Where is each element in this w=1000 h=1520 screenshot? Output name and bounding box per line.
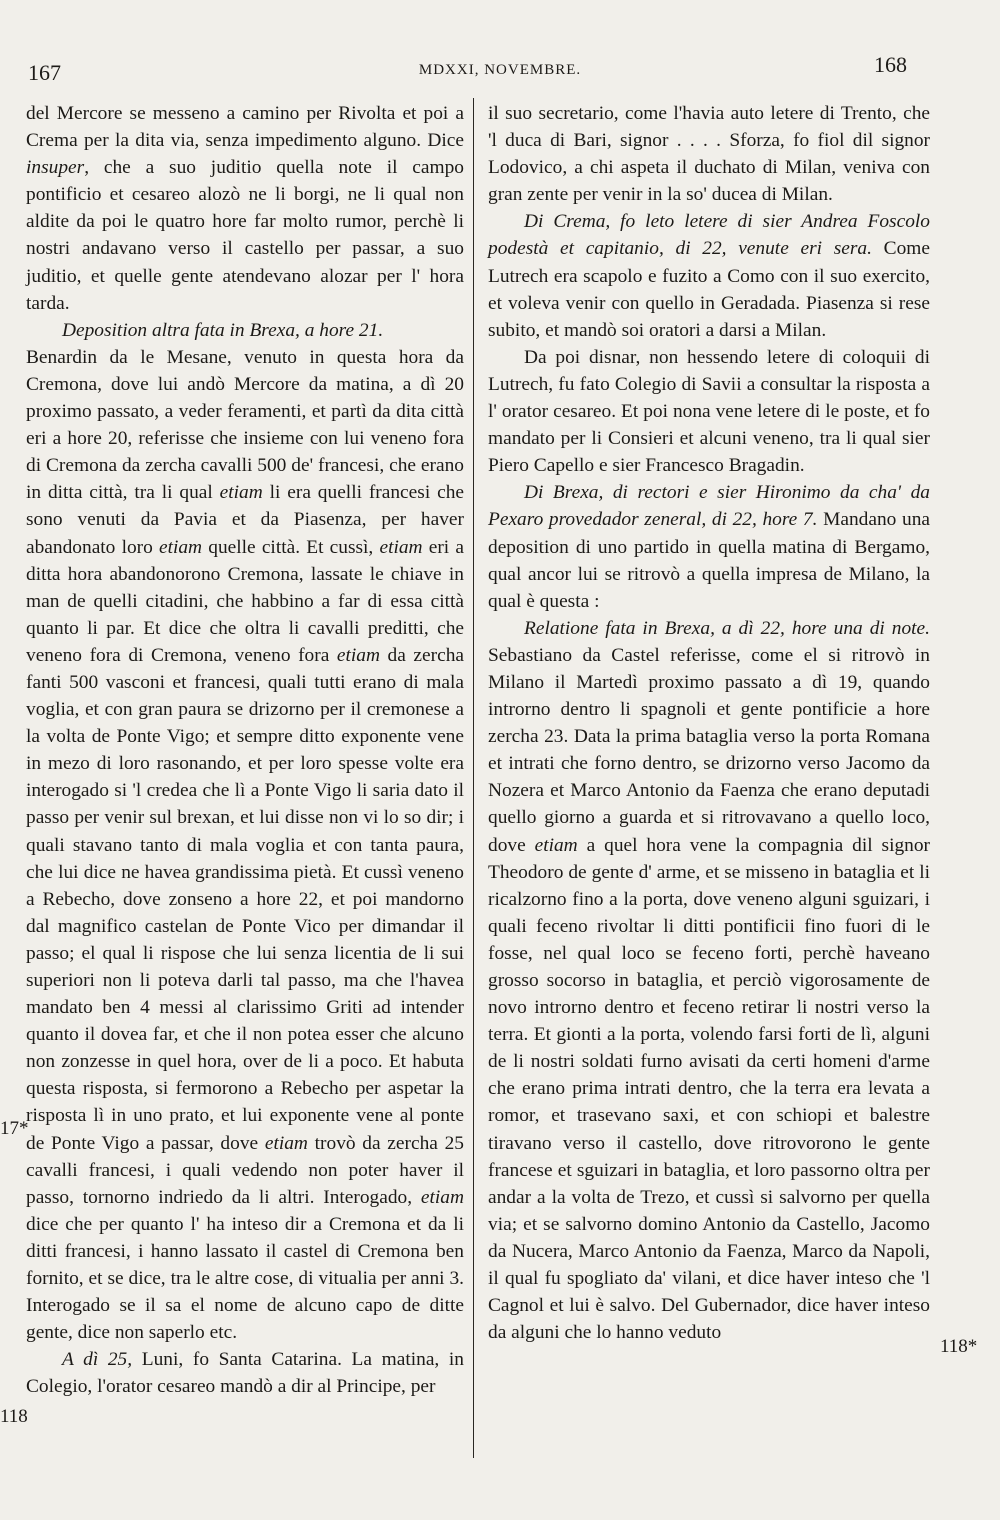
left-para-4: A dì 25, Luni, fo Santa Catarina. La matina, in Colegio, l'orator cesareo mandò a dir al Principe, per: [26, 1349, 464, 1398]
left-para-1: del Mercore se messeno a camino per Rivolta et poi a Crema per la dita via, senza impedimento alguno. Dice insuper, che a suo juditio quella note il campo pontificio et cesareo alozò ne li borgi, ne li qual non aldite da poi le quatro hore far molto rumor, perchè li nostri andavano verso il castello per passar, a suo juditio, et quelle gente atendevano alozar per l' hora tarda.: [26, 103, 464, 314]
left-page-number: 167: [28, 60, 61, 85]
right-column: [488, 100, 930, 1346]
margin-note-17: 17*: [0, 1118, 29, 1139]
right-para-1: il suo secretario, come l'havia auto letere di Trento, che 'l duca di Bari, signor . . . . Sforza, fo fiol dil signor Lodovico, a chi aspeta il duchato di Milan, veniva con gran zente per venir in la so' ducea di Milan.: [488, 103, 930, 206]
right-para-2: Di Crema, fo leto letere di sier Andrea Foscolo podestà et capitanio, di 22, venute eri sera. Come Lutrech era scapolo e fuzito a Como con il suo exercito, et voleva venir con quello in Geradada. Piasenza si rese subito, et mandò soi oratori a darsi a Milan.: [488, 211, 930, 341]
right-page-number: 168: [874, 52, 907, 77]
left-para-2: Deposition altra fata in Brexa, a hore 21.: [62, 319, 384, 341]
column-divider: [473, 98, 474, 1458]
margin-note-118-right: 118*: [940, 1336, 978, 1357]
right-para-4: Di Brexa, di rectori e sier Hironimo da cha' da Pexaro provedador zeneral, di 22, hore 7. Mandano una deposition di uno partido in quella matina di Bergamo, qual ancor lui se ritrovò a quella impresa de Milano, la qual è questa :: [488, 482, 930, 612]
left-para-3: Benardin da le Mesane, venuto in questa hora da Cremona, dove lui andò Mercore da matina, a dì 20 proximo passato, a veder feramenti, et partì da dita città eri a hore 20, referisse che insieme con lui veneno fora di Cremona da zercha cavalli 500 de' francesi, che erano in ditta città, tra li qual etiam li era quelli francesi che sono venuti da Pavia et da Piasenza, per haver abandonato loro etiam quelle città. Et cussì, etiam eri a ditta hora abandonorono Cremona, lassate le chiave in man de quelli citadini, che habbino a far di essa città quanto li par. Et dice che oltra li cavalli preditti, che veneno fora di Cremona, veneno fora etiam da zercha fanti 500 vasconi et francesi, quali tutti erano di mala voglia, et con gran paura se drizorno per il cremonese a la volta de Ponte Vigo; et sempre ditto exponente vene in mezo di loro rasonando, et per loro spesse volte era interogado si 'l credea che lì a Ponte Vigo li saria dato il passo per venir sul brexan, et lui disse non vi lo so dir; i quali stavano tanto di mala voglia et con tanta paura, che lui dice ne havea grandissima pietà. Et cussì veneno a Rebecho, dove zonseno a hore 22, et poi mandorno dal magnifico castelan de Ponte Vico per dimandar il passo; el qual li rispose che lui senza licentia de li sui superiori non li poteva darli tal passo, ma che l'havea mandato ben 4 messi al clarissimo Griti ad intender quanto il dovea far, et che il non potea esser che alcuno non zonzesse in quel hora, over de li a poco. Et habuta questa risposta, si fermorono a Rebecho per aspetar la risposta lì in uno prato, et lui exponente vene al ponte de Ponte Vigo a passar, dove etiam trovò da zercha 25 cavalli francesi, i quali vedendo non poter haver il passo, tornorno indriedo da li altri. Interogado, etiam dice che per quanto l' ha inteso dir a Cremona et da li ditti francesi, i hanno lassato il castel di Cremona ben fornito, et se dice, tra le altre cose, di vitualia per anni 3. Interogado se il sa el nome de alcuno capo de ditte gente, dice non saperlo etc.: [26, 346, 464, 1344]
running-title: MDXXI, NOVEMBRE.: [418, 62, 582, 78]
right-para-3: Da poi disnar, non hessendo letere di coloquii di Lutrech, fu fato Colegio di Savii a consultar la risposta a l' orator cesareo. Et poi nona vene letere di le poste, et fo mandato per li Consieri et alcuni veneno, tra li qual sier Piero Capello e sier Francesco Bragadin.: [488, 346, 930, 477]
left-column: [26, 100, 464, 1401]
right-para-5: Relatione fata in Brexa, a dì 22, hore una di note. Sebastiano da Castel referisse, come el si ritrovò in Milano il Martedì proximo passato a dì 19, quando introrno dentro li spagnoli et gente pontificie a hore zercha 23. Data la prima bataglia verso la porta Romana et intrati che forno dentro, se drizorno verso Jacomo da Nozera et Marco Antonio da Faenza che erano deputadi quello giorno a guarda et si ritrovavano a quello loco, dove etiam a quel hora vene la compagnia dil signor Theodoro de gente d' arme, et se misseno in bataglia et li ricalzorno fino a la porta, dove veneno alguni sguizari, i quali feceno rivoltar li ditti pontificii fino fuori di le fosse, nel qual loco se feceno forti, perchè haveano grosso socorso in bataglia, et perciò vigorosamente de novo introrno dentro et feceno retirar li nostri verso la terra. Et gionti a la porta, volendo farsi forti de lì, alguni de li nostri soldati furno avisati da certi homeni d'arme che erano prima intrati dentro, che la terra era levata a romor, et trasevano saxi, et con schiopi et balestre tiravano verso il castello, dove ritrovorono le gente francese et sguizari in bataglia, et loro passorno oltra per andar a la volta de Trezo, et cussì si salvorno per quella via; et se salvorno domino Antonio da Castello, Jacomo da Nucera, Marco Antonio da Faenza, Marco da Napoli, il qual fu spogliato da' vilani, et dice haver inteso che 'l Cagnol et lui è salvo. Del Gubernador, dice haver inteso da alguni che lo hanno veduto: [488, 617, 931, 1344]
margin-note-118-left: 118: [0, 1406, 28, 1427]
